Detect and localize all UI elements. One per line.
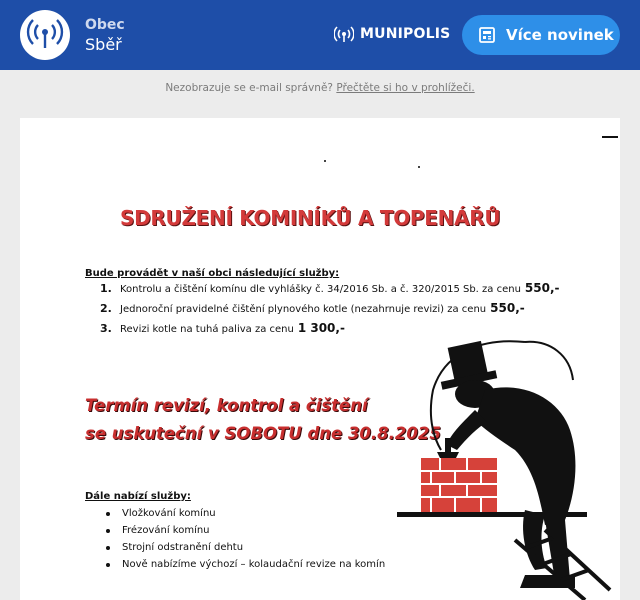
item-price: 1 300,-: [297, 321, 345, 335]
more-news-button[interactable]: [462, 15, 620, 55]
browser-notice: [0, 82, 640, 94]
list-item: [106, 522, 385, 539]
item-text: Revizi kotle na tuhá paliva za cenu: [120, 324, 294, 335]
notice-text: Nezobrazuje se e-mail správně?: [165, 82, 333, 94]
item-text: Vložkování komínu: [122, 508, 216, 519]
item-text: Strojní odstranění dehtu: [122, 542, 244, 553]
org-name: Sběř: [85, 35, 122, 54]
bullet-icon: [106, 563, 110, 567]
munipolis-brand[interactable]: [334, 23, 450, 45]
brand-name: MUNIPOLIS: [360, 26, 451, 42]
bullet-icon: [106, 546, 110, 550]
list-item: [106, 556, 385, 573]
scan-speck: [418, 166, 420, 168]
item-price: 550,-: [524, 281, 560, 295]
chimney-sweep-illustration: [375, 330, 615, 600]
header-bar: [0, 0, 640, 70]
item-number: 2.: [100, 302, 112, 315]
scan-mark: [602, 136, 618, 138]
item-text: Kontrolu a čištění komínu dle vyhlášky č. 34/2016 Sb. a č. 320/2015 Sb. za cenu: [120, 284, 521, 295]
item-text: Frézování komínu: [122, 525, 210, 536]
services-heading: Bude provádět v naší obci následující služby:: [85, 268, 340, 279]
item-number: 1.: [100, 282, 112, 295]
scan-speck: [324, 160, 326, 162]
extra-services-heading: Dále nabízí služby:: [85, 491, 191, 502]
list-item: [100, 281, 560, 301]
term-line-2: se uskuteční v SOBOTU dne 30.8.2025: [85, 424, 441, 443]
term-line-1: Termín revizí, kontrol a čištění: [85, 396, 368, 415]
item-number: 3.: [100, 322, 112, 335]
document-title: SDRUŽENÍ KOMINÍKŮ A TOPENÁŘŮ: [120, 206, 501, 230]
newspaper-icon: [478, 26, 496, 44]
list-item: [100, 301, 560, 321]
list-item: [106, 539, 385, 556]
broadcast-icon[interactable]: [20, 10, 70, 60]
brick-chimney: [421, 458, 497, 512]
munipolis-logo-icon: [334, 24, 354, 44]
item-price: 550,-: [490, 301, 525, 315]
bullet-icon: [106, 529, 110, 533]
item-text: Jednoroční pravidelné čištění plynového kotle (nezahrnuje revizi) za cenu: [120, 304, 487, 315]
extra-services-list: [106, 505, 385, 573]
item-text: Nově nabízíme výchozí – kolaudační revize na komín: [122, 559, 386, 570]
bullet-icon: [106, 512, 110, 516]
org-name-prefix: Obec: [85, 17, 125, 33]
view-in-browser-link[interactable]: Přečtěte si ho v prohlížeči.: [336, 82, 475, 94]
document-image: [20, 118, 620, 600]
list-item: [106, 505, 385, 522]
more-news-label: Více novinek: [506, 26, 614, 44]
